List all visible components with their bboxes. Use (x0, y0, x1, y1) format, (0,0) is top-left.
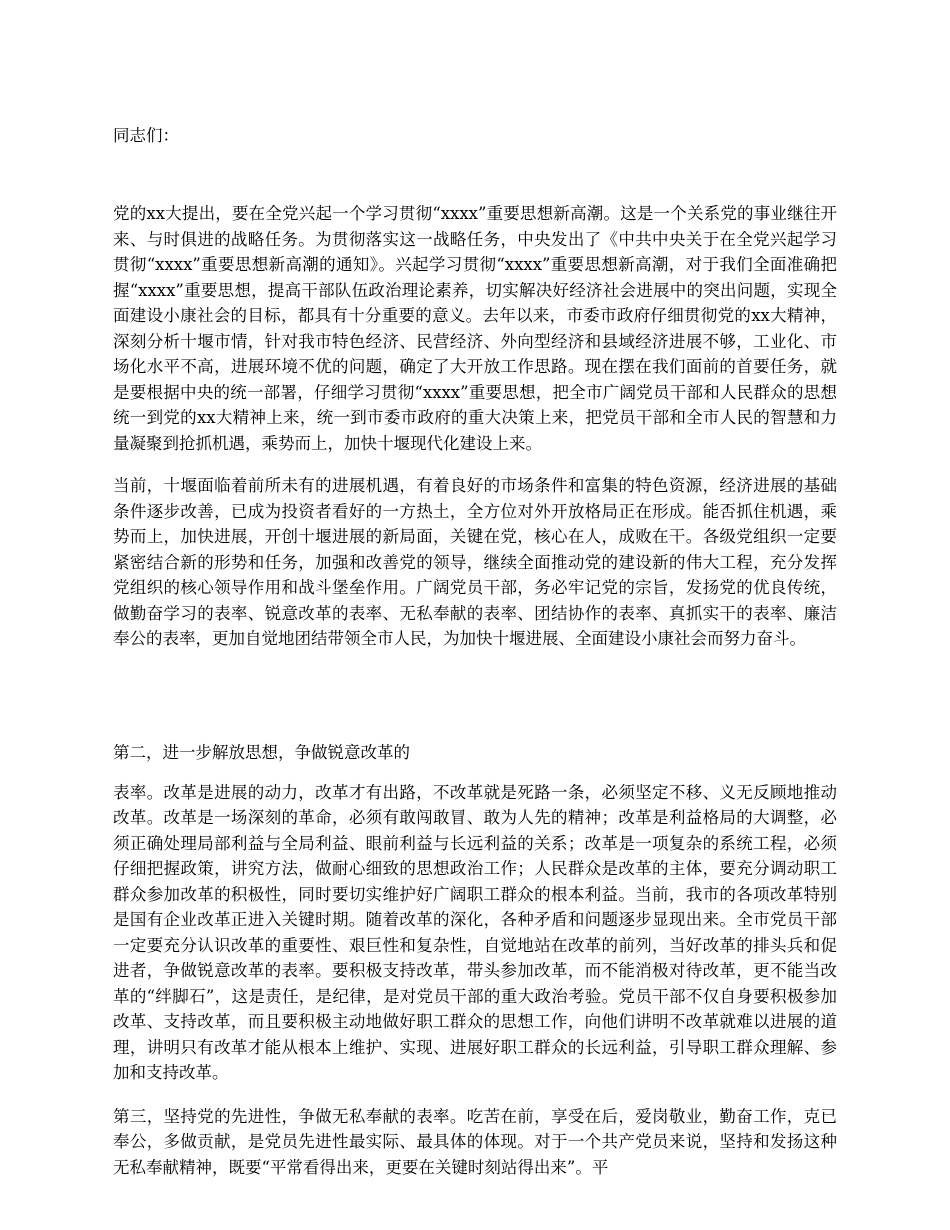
document-body (113, 123, 837, 1180)
paragraph-4: 第三，坚持党的先进性，争做无私奉献的表率。吃苦在前，享受在后，爱岗敬业，勤奋工作，克已奉公，多做贡献，是党员先进性最实际、最具体的体现。对于一个共产党员来说，坚持和发扬这种无私奉献精神，既要“平常看得出来，更要在关键时刻站得出来”。平 (113, 1106, 837, 1177)
paragraph-2: 当前，十堰面临着前所未有的进展机遇，有着良好的市场条件和富集的特色资源，经济进展的基础条件逐步改善，已成为投资者看好的一方热土，全方位对外开放格局正在形成。能否抓住机遇，乘势而上，加快进展，开创十堰进展的新局面，关键在党，核心在人，成败在干。各级党组织一定要紧密结合新的形势和任务，加强和改善党的领导，继续全面推动党的建设新的伟大工程，充分发挥党组织的核心领导作用和战斗堡垒作用。广阔党员干部，务必牢记党的宗旨，发扬党的优良传统，做勤奋学习的表率、锐意改革的表率、无私奉献的表率、团结协作的表率、真抓实干的表率、廉洁奉公的表率，更加自觉地团结带领全市人民，为加快十堰进展、全面建设小康社会而努力奋斗。 (113, 476, 837, 648)
section-heading-2: 第二，进一步解放思想，争做锐意改革的 (113, 742, 410, 762)
paragraph-3: 表率。改革是进展的动力，改革才有出路，不改革就是死路一条，必须坚定不移、义无反顾地推动改革。改革是一场深刻的革命，必须有敢闯敢冒、敢为人先的精神；改革是利益格局的大调整，必须正确处理局部利益与全局利益、眼前利益与长远利益的关系；改革是一项复杂的系统工程，必须仔细把握政策，讲究方法，做耐心细致的思想政治工作；人民群众是改革的主体，要充分调动职工群众参加改革的积极性，同时要切实维护好广阔职工群众的根本利益。当前，我市的各项改革特别是国有企业改革正进入关键时期。随着改革的深化，各种矛盾和问题逐步显现出来。全市党员干部一定要充分认识改革的重要性、艰巨性和复杂性，自觉地站在改革的前列，当好改革的排头兵和促进者，争做锐意改革的表率。要积极支持改革，带头参加改革，而不能消极对待改革，更不能当改革的“绊脚石”，这是责任，是纪律，是对党员干部的重大政治考验。党员干部不仅自身要积极参加改革、支持改革，而且要积极主动地做好职工群众的思想工作，向他们讲明不改革就难以进展的道理，讲明只有改革才能从根本上维护、实现、进展好职工群众的长远利益，引导职工群众理解、参加和支持改革。 (113, 782, 837, 1082)
paragraph-1: 党的xx大提出，要在全党兴起一个学习贯彻“xxxx”重要思想新高潮。这是一个关系党的事业继往开来、与时俱进的战略任务。为贯彻落实这一战略任务，中央发出了《中共中央关于在全党兴起学习贯彻“xxxx”重要思想新高潮的通知》。兴起学习贯彻“xxxx”重要思想新高潮，对于我们全面准确把握“xxxx”重要思想，提高干部队伍政治理论素养，切实解决好经济社会进展中的突出问题，实现全面建设小康社会的目标，都具有十分重要的意义。去年以来，市委市政府仔细贯彻党的xx大精神，深刻分析十堰市情，针对我市特色经济、民营经济、外向型经济和县域经济进展不够，工业化、市场化水平不高，进展环境不优的问题，确定了大开放工作思路。现在摆在我们面前的首要任务，就是要根据中央的统一部署，仔细学习贯彻“xxxx”重要思想，把全市广阔党员干部和人民群众的思想统一到党的xx大精神上来，统一到市委市政府的重大决策上来，把党员干部和全市人民的智慧和力量凝聚到抢抓机遇，乘势而上，加快十堰现代化建设上来。 (113, 204, 837, 453)
salutation: 同志们： (113, 126, 179, 145)
